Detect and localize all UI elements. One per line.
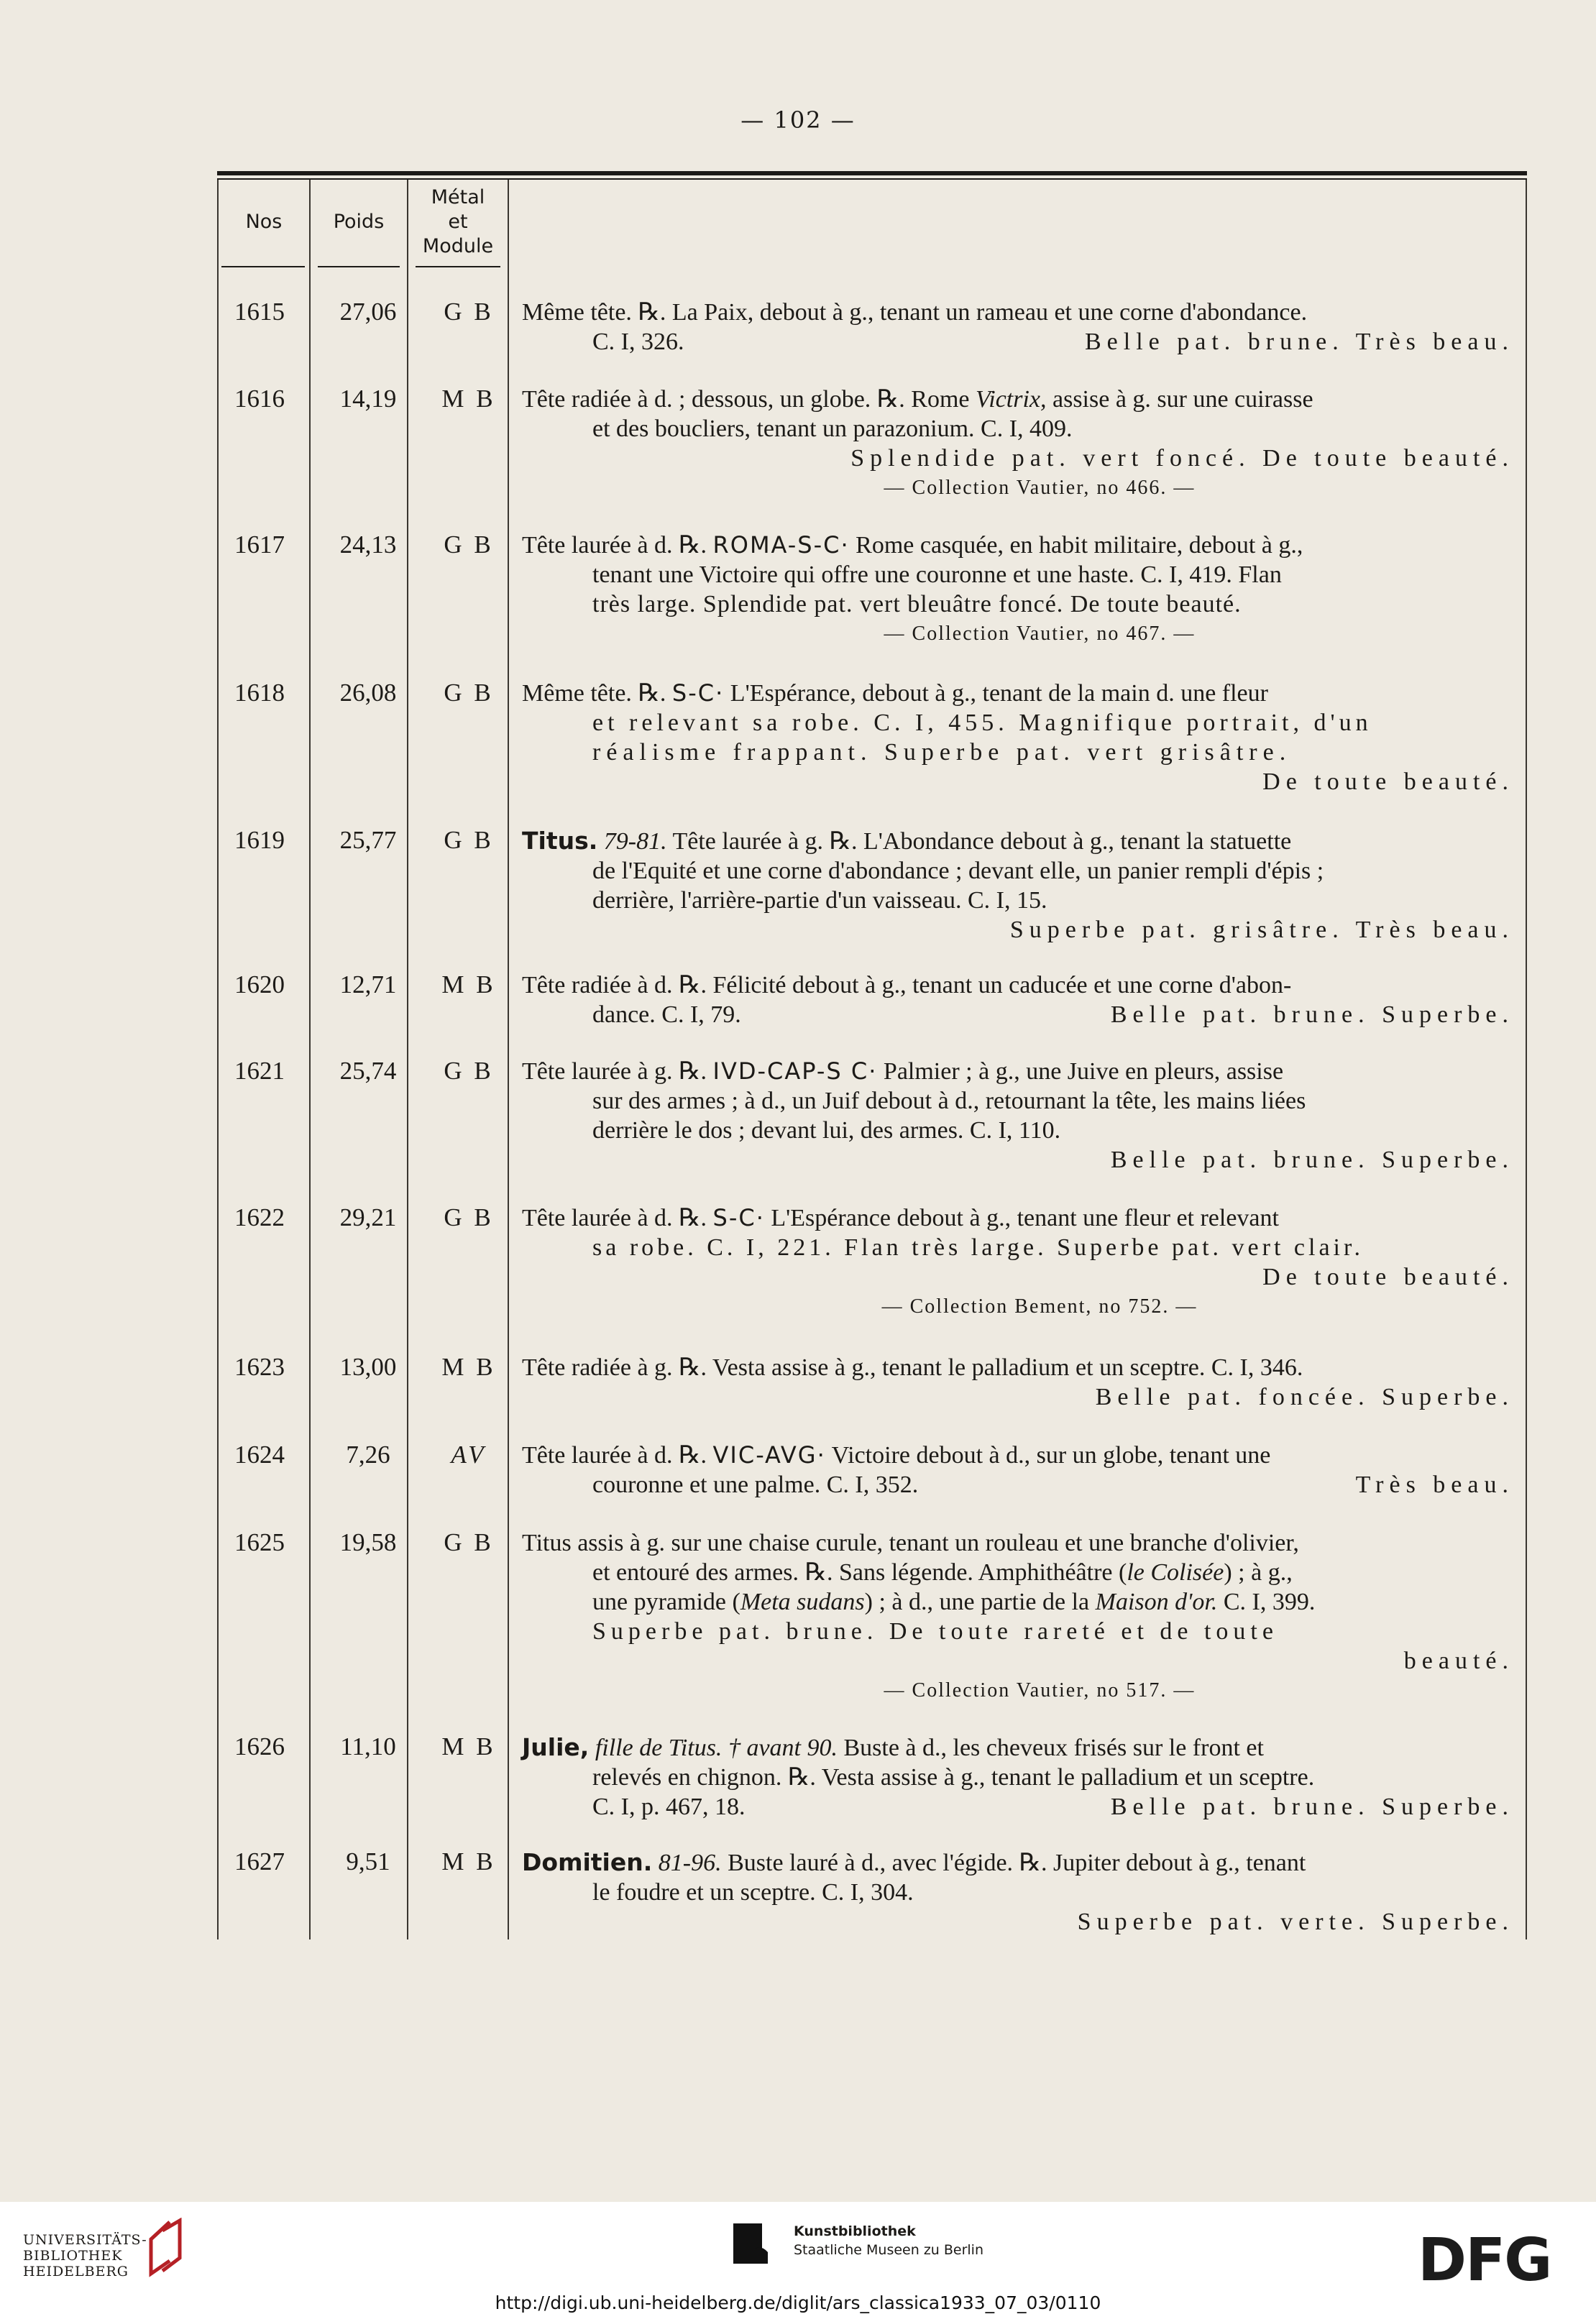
entry-number: 1627	[234, 1847, 285, 1875]
entry-weight: 13,00	[339, 1353, 397, 1381]
desc-line	[522, 1470, 1514, 1500]
desc-text: Palmier ; à g., une Juive en pleurs, assise	[883, 1058, 1284, 1085]
desc-grade: De toute beauté.	[1262, 1264, 1514, 1290]
desc-collection: — Collection Vautier, no 466. —	[884, 477, 1196, 499]
desc-grade: Très beau.	[1355, 1471, 1514, 1498]
desc-text: L'Espérance, debout à g., tenant de la main d. une fleur	[730, 680, 1268, 707]
entry-description	[522, 385, 1514, 502]
page-number: — 102 —	[740, 106, 856, 134]
desc-line: relevés en chignon. ℞. Vesta assise à g., tenant le palladium et un sceptre.	[592, 1764, 1315, 1791]
desc-line: et relevant sa robe. C. I, 455. Magnifique portrait, d'un	[592, 710, 1372, 736]
desc-text: Tête laurée à g. ℞.	[522, 1058, 707, 1085]
desc-line: derrière, l'arrière-partie d'un vaisseau. C. I, 15.	[592, 887, 1047, 914]
desc-text: Tête radiée à d. ; dessous, un globe. ℞. Rome	[522, 386, 970, 413]
desc-text: Tête laurée à d. ℞.	[522, 1205, 707, 1231]
entry-number: 1618	[234, 679, 285, 707]
entry-number: 1626	[234, 1732, 285, 1760]
entry-weight: 11,10	[340, 1732, 396, 1760]
entry-description	[522, 826, 1514, 945]
entry-number: 1624	[234, 1441, 285, 1469]
viewer-footer	[0, 2202, 1596, 2314]
entry-number: 1619	[234, 826, 285, 854]
ub-heidelberg-label	[23, 2232, 147, 2279]
desc-italic: Victrix,	[976, 386, 1047, 413]
entry-metal: M B	[441, 970, 496, 998]
entry-weight: 27,06	[339, 298, 397, 326]
kb-title: Kunstbibliothek	[794, 2223, 916, 2239]
desc-line	[522, 1587, 1514, 1617]
desc-collection: — Collection Bement, no 752. —	[881, 1295, 1198, 1318]
entry-number: 1616	[234, 385, 285, 413]
desc-ref: dance. C. I, 79.	[592, 1001, 741, 1028]
entry-metal: G B	[444, 679, 494, 707]
desc-line	[522, 385, 1514, 414]
desc-line: très large. Splendide pat. vert bleuâtre foncé. De toute beauté.	[592, 591, 1242, 617]
desc-line: Titus assis à g. sur une chaise curule, tenant un rouleau et une branche d'olivier,	[522, 1530, 1299, 1556]
coin-legend: ROMA-S-C·	[712, 531, 850, 559]
desc-line: Même tête. ℞. La Paix, debout à g., tenant un rameau et une corne d'abondance.	[522, 299, 1308, 326]
reign-dates: 81-96.	[658, 1850, 722, 1876]
reign-dates: 79-81.	[603, 828, 667, 855]
desc-grade: Belle pat. brune. Très beau.	[1085, 329, 1514, 355]
desc-text: Tête laurée à d. ℞.	[522, 532, 707, 559]
desc-ref: C. I, p. 467, 18.	[592, 1794, 746, 1820]
desc-line	[522, 1203, 1514, 1233]
coin-legend: VIC-AVG·	[712, 1441, 826, 1469]
desc-text: une pyramide (	[592, 1589, 740, 1615]
entry-metal: G B	[444, 826, 494, 854]
catalog-table	[217, 171, 1527, 1939]
entry-metal: M B	[441, 1732, 496, 1760]
ub-line: HEIDELBERG	[23, 2264, 129, 2279]
desc-line: derrière le dos ; devant lui, des armes. C. I, 110.	[592, 1117, 1061, 1144]
entry-metal: G B	[444, 1057, 494, 1085]
entry-weight: 26,08	[339, 679, 397, 707]
entry-metal: G B	[444, 298, 494, 326]
table-border-right	[1526, 180, 1527, 1939]
header-metal-label: Métal et Module	[422, 186, 494, 257]
entry-number: 1621	[234, 1057, 285, 1085]
entry-description	[522, 1441, 1514, 1500]
header-nos: Nos	[245, 211, 283, 233]
desc-grade: Belle pat. brune. Superbe.	[1110, 1794, 1514, 1820]
desc-italic: fille de Titus.	[595, 1735, 723, 1761]
desc-text: Buste lauré à d., avec l'égide. ℞. Jupiter debout à g., tenant	[728, 1850, 1306, 1876]
dfg-logo[interactable]: DFG	[1418, 2226, 1551, 2295]
emperor-name: Domitien.	[522, 1848, 653, 1876]
entry-description	[522, 1057, 1514, 1175]
entry-description	[522, 1203, 1514, 1321]
emperor-name: Titus.	[522, 827, 598, 855]
desc-line: Tête radiée à g. ℞. Vesta assise à g., tenant le palladium et un sceptre. C. I, 346.	[522, 1354, 1303, 1381]
desc-line	[522, 1057, 1514, 1086]
table-top-rule	[217, 171, 1527, 175]
desc-collection: — Collection Vautier, no 517. —	[884, 1679, 1196, 1702]
desc-text: Victoire debout à d., sur un globe, tenant une	[831, 1442, 1271, 1469]
kunstbibliothek-label	[794, 2222, 983, 2259]
header-underline	[318, 266, 400, 267]
desc-text: couronne et une palme. C. I, 352.	[592, 1471, 919, 1498]
desc-text: ) ; à g.,	[1224, 1559, 1293, 1586]
entry-description	[522, 531, 1514, 648]
entry-weight: 25,74	[339, 1057, 397, 1085]
ub-line: BIBLIOTHEK	[23, 2248, 123, 2264]
entry-metal: M B	[441, 1847, 496, 1875]
desc-line: sur des armes ; à d., un Juif debout à d., retournant la tête, les mains liées	[592, 1088, 1306, 1114]
entry-weight: 12,71	[339, 970, 397, 998]
entry-weight: 7,26	[346, 1441, 390, 1469]
desc-line: tenant une Victoire qui offre une couronne et une haste. C. I, 419. Flan	[592, 561, 1282, 588]
desc-text: Même tête. ℞.	[522, 680, 666, 707]
desc-text: et entouré des armes. ℞. Sans légende. Amphithéâtre (	[592, 1559, 1127, 1586]
desc-italic: Meta sudans	[740, 1589, 865, 1615]
entry-description	[522, 1353, 1514, 1412]
desc-line: sa robe. C. I, 221. Flan très large. Superbe pat. vert clair.	[592, 1234, 1364, 1261]
desc-line: de l'Equité et une corne d'abondance ; devant elle, un panier rempli d'épis ;	[592, 858, 1324, 884]
entry-description	[522, 1528, 1514, 1705]
desc-grade: Belle pat. foncée. Superbe.	[1095, 1384, 1514, 1410]
header-underline	[221, 266, 305, 267]
desc-line	[522, 826, 1514, 856]
desc-line: réalisme frappant. Superbe pat. vert grisâtre.	[592, 739, 1292, 766]
entry-weight: 24,13	[339, 531, 397, 559]
desc-line	[522, 1000, 1514, 1029]
ub-line: UNIVERSITÄTS-	[23, 2232, 147, 2248]
desc-collection: — Collection Vautier, no 467. —	[884, 623, 1196, 645]
desc-line	[522, 679, 1514, 708]
entry-number: 1617	[234, 531, 285, 559]
desc-grade: beauté.	[1403, 1648, 1514, 1674]
desc-text: C. I, 399.	[1223, 1589, 1316, 1615]
table-border-left	[217, 180, 219, 1939]
entry-weight: 9,51	[346, 1847, 390, 1875]
desc-text: ) ; à d., une partie de la	[864, 1589, 1090, 1615]
entry-weight: 25,77	[339, 826, 397, 854]
entry-number: 1620	[234, 970, 285, 998]
desc-line	[522, 1732, 1514, 1763]
desc-grade: Belle pat. brune. Superbe.	[1110, 1001, 1514, 1028]
desc-grade: Superbe pat. brune. De toute rareté et de toute	[592, 1618, 1278, 1645]
desc-text: L'Espérance debout à g., tenant une fleur et relevant	[771, 1205, 1279, 1231]
desc-line: Tête radiée à d. ℞. Félicité debout à g., tenant un caducée et une corne d'abon-	[522, 972, 1292, 998]
coin-legend: S-C·	[671, 679, 725, 707]
coin-legend: S-C·	[712, 1204, 765, 1231]
desc-grade: Superbe pat. verte. Superbe.	[1077, 1909, 1514, 1935]
desc-text: assise à g. sur une cuirasse	[1052, 386, 1313, 413]
desc-text: Tête laurée à d. ℞.	[522, 1442, 707, 1469]
ub-heidelberg-logo-icon[interactable]	[141, 2218, 191, 2281]
entry-metal: G B	[444, 531, 494, 559]
entry-weight: 14,19	[339, 385, 397, 413]
entry-metal: AV	[451, 1441, 487, 1469]
desc-line	[522, 1558, 1514, 1587]
emperor-name: Julie,	[522, 1733, 590, 1761]
desc-italic: Maison d'or.	[1095, 1589, 1218, 1615]
permalink-url[interactable]: http://digi.ub.uni-heidelberg.de/diglit/ars_classica1933_07_03/0110	[495, 2292, 1101, 2313]
entry-number: 1622	[234, 1203, 285, 1231]
kunstbibliothek-logo-icon[interactable]	[732, 2222, 776, 2267]
entry-description	[522, 298, 1514, 357]
desc-grade: De toute beauté.	[1262, 768, 1514, 795]
header-underline	[416, 266, 500, 267]
desc-line	[522, 1441, 1514, 1470]
entry-number: 1623	[234, 1353, 285, 1381]
desc-italic: le Colisée	[1127, 1559, 1224, 1586]
entry-metal: M B	[441, 385, 496, 413]
entry-description	[522, 679, 1514, 796]
desc-ref: C. I, 326.	[592, 329, 684, 355]
desc-text: Rome casquée, en habit militaire, debout à g.,	[856, 532, 1303, 559]
desc-line: le foudre et un sceptre. C. I, 304.	[592, 1879, 914, 1906]
desc-line	[522, 327, 1514, 357]
entry-metal: M B	[441, 1353, 496, 1381]
entry-metal: G B	[444, 1528, 494, 1556]
desc-line	[522, 531, 1514, 560]
entry-metal: G B	[444, 1203, 494, 1231]
desc-grade: Splendide pat. vert foncé. De toute beauté.	[850, 445, 1514, 472]
entry-number: 1625	[234, 1528, 285, 1556]
desc-line	[522, 1847, 1514, 1878]
coin-legend: IVD-CAP-S C·	[712, 1057, 878, 1085]
desc-line: et des boucliers, tenant un parazonium. C. I, 409.	[592, 415, 1073, 442]
kb-subtitle: Staatliche Museen zu Berlin	[794, 2242, 984, 2258]
header-metal	[408, 180, 508, 265]
desc-grade: Superbe pat. grisâtre. Très beau.	[1009, 917, 1514, 943]
desc-text: Buste à d., les cheveux frisés sur le front et	[843, 1735, 1264, 1761]
desc-line	[522, 1792, 1514, 1822]
entry-number: 1615	[234, 298, 285, 326]
entry-weight: 19,58	[339, 1528, 397, 1556]
header-poids: Poids	[333, 211, 385, 233]
entry-weight: 29,21	[339, 1203, 397, 1231]
desc-grade: Belle pat. brune. Superbe.	[1110, 1147, 1514, 1173]
entry-description	[522, 970, 1514, 1029]
desc-italic: † avant 90.	[728, 1735, 838, 1761]
desc-text: Tête laurée à g. ℞. L'Abondance debout à g., tenant la statuette	[672, 828, 1292, 855]
entry-description	[522, 1847, 1514, 1937]
entry-description	[522, 1732, 1514, 1822]
